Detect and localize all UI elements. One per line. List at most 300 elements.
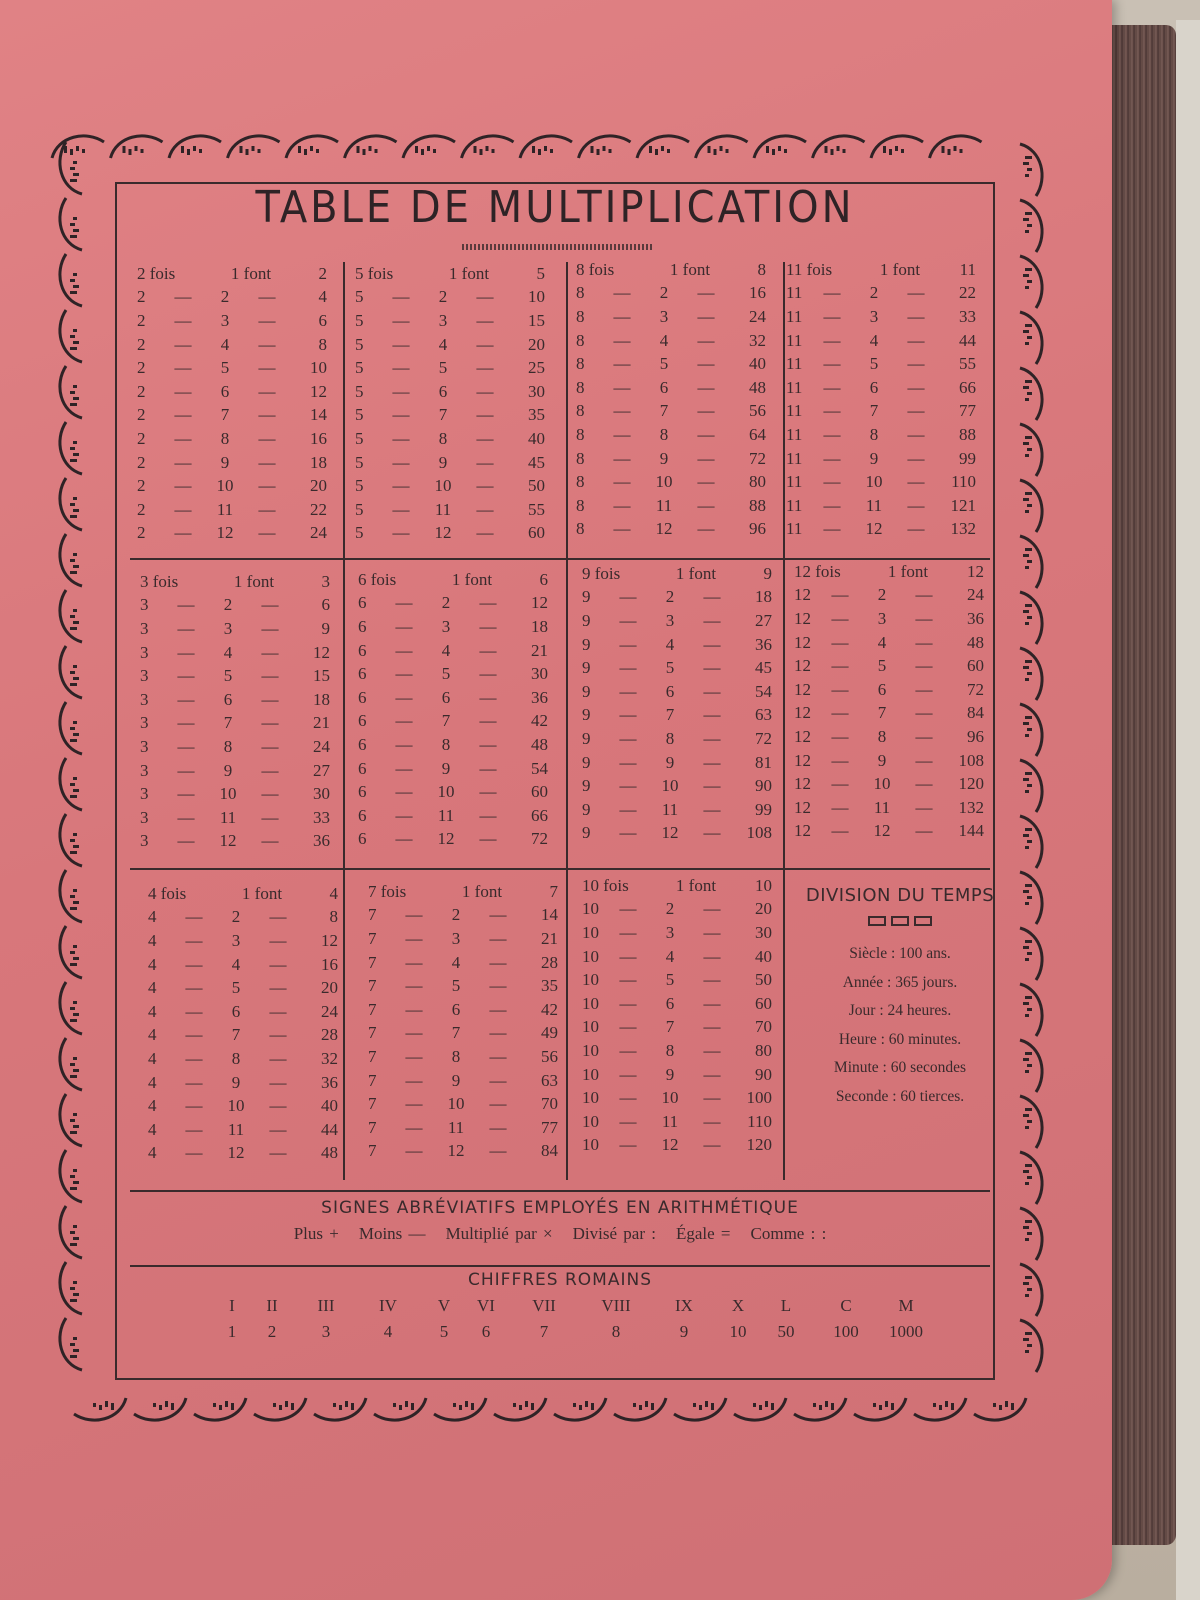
- table-cell: 9: [582, 705, 591, 725]
- table-cell: 12: [661, 823, 679, 843]
- dash: —: [697, 519, 715, 539]
- border-motif: [1020, 312, 1042, 364]
- table-cell: 7: [368, 999, 377, 1019]
- table-cell: 99: [959, 448, 976, 468]
- table-cell: 7: [368, 952, 377, 972]
- table-cell: 7: [368, 976, 377, 996]
- roman-numeral: IV: [379, 1296, 397, 1315]
- dash: —: [269, 1001, 287, 1021]
- table-row: [582, 751, 772, 775]
- table-cell: 32: [321, 1048, 338, 1068]
- table-cell: 27: [755, 610, 772, 630]
- table-header-cell: 5 fois: [355, 263, 394, 283]
- table-header-cell: 7: [549, 881, 558, 901]
- table-cell: 9: [582, 610, 591, 630]
- dash: —: [177, 807, 195, 827]
- table-row: [582, 1086, 772, 1110]
- dash: —: [261, 642, 279, 662]
- table-cell: 4: [665, 634, 675, 654]
- table-header: [355, 262, 545, 286]
- signes-title: SIGNES ABRÉVIATIFS EMPLOYÉS EN ARITHMÉTIQUE: [321, 1198, 799, 1218]
- border-motif: [974, 1398, 1026, 1420]
- table-cell: 16: [749, 283, 766, 303]
- table-row: [576, 423, 766, 447]
- table-cell: 121: [950, 495, 976, 515]
- table-row: [355, 333, 545, 357]
- dash: —: [392, 499, 410, 519]
- page-title: TABLE DE MULTIPLICATION: [255, 183, 855, 233]
- dash: —: [619, 752, 637, 772]
- dash: —: [392, 405, 410, 425]
- table-cell: 10: [661, 776, 679, 796]
- dash: —: [489, 1117, 507, 1137]
- dash: —: [703, 1088, 721, 1108]
- table-row: [582, 1134, 772, 1158]
- table-cell: 9: [665, 1064, 675, 1084]
- table-row: [148, 1118, 338, 1142]
- table-header: [582, 874, 772, 898]
- dash: —: [258, 381, 276, 401]
- dash: —: [395, 687, 413, 707]
- table-cell: 3: [140, 666, 149, 686]
- border-motif: [1020, 200, 1042, 252]
- dash: —: [703, 610, 721, 630]
- table-cell: 4: [877, 632, 887, 652]
- table-cell: 14: [541, 905, 558, 925]
- table-row: [137, 451, 327, 475]
- table-cell: 24: [321, 1001, 338, 1021]
- table-cell: 7: [438, 405, 448, 425]
- table-row: [368, 1045, 558, 1069]
- table-row: [582, 774, 772, 798]
- table-row: [582, 656, 772, 680]
- dash: —: [489, 1023, 507, 1043]
- table-row: [576, 352, 766, 376]
- table-cell: 70: [541, 1094, 558, 1114]
- arabic-value: 1000: [889, 1322, 923, 1341]
- table-row: [355, 427, 545, 451]
- table-cell: 2: [137, 310, 146, 330]
- table-cell: 4: [148, 930, 157, 950]
- table-cell: 5: [223, 666, 233, 686]
- table-cell: 20: [528, 334, 545, 354]
- table-cell: 5: [355, 287, 364, 307]
- column-divider: [566, 262, 568, 1180]
- table-cell: 3: [665, 610, 675, 630]
- table-cell: 4: [220, 334, 230, 354]
- table-row: [582, 898, 772, 922]
- table-row: [148, 1047, 338, 1071]
- dash: —: [405, 1094, 423, 1114]
- dash: —: [269, 1048, 287, 1068]
- table-row: [368, 1116, 558, 1140]
- dash: —: [703, 681, 721, 701]
- table-row: [582, 704, 772, 728]
- dash: —: [479, 593, 497, 613]
- table-cell: 5: [355, 428, 364, 448]
- table-row: [794, 584, 984, 608]
- table-cell: 36: [531, 687, 548, 707]
- table-row: [582, 1016, 772, 1040]
- table-5: [355, 262, 545, 545]
- table-cell: 3: [140, 831, 149, 851]
- table-row: [582, 680, 772, 704]
- table-cell: 2: [137, 358, 146, 378]
- table-cell: 7: [665, 1017, 675, 1037]
- table-cell: 4: [869, 330, 879, 350]
- table-cell: 11: [786, 283, 803, 303]
- table-cell: 28: [321, 1025, 338, 1045]
- table-cell: 2: [137, 523, 146, 543]
- table-cell: 6: [451, 999, 461, 1019]
- table-cell: 12: [794, 679, 811, 699]
- arabic-value: 2: [267, 1322, 277, 1341]
- dash: —: [697, 283, 715, 303]
- table-cell: 3: [140, 807, 149, 827]
- table-row: [582, 822, 772, 846]
- table-cell: 3: [140, 713, 149, 733]
- table-row: [358, 710, 548, 734]
- table-header-cell: 7 fois: [368, 881, 407, 901]
- dash: —: [831, 632, 849, 652]
- table-cell: 4: [148, 1048, 157, 1068]
- table-header-cell: 10: [755, 875, 772, 895]
- table-cell: 8: [576, 472, 585, 492]
- dash: —: [177, 666, 195, 686]
- table-header: [137, 262, 327, 286]
- table-header-cell: 11: [959, 259, 976, 279]
- sign-item: Moins —: [358, 1224, 426, 1243]
- table-cell: 4: [148, 1072, 157, 1092]
- table-cell: 11: [786, 448, 803, 468]
- table-cell: 2: [137, 381, 146, 401]
- dash: —: [476, 452, 494, 472]
- table-cell: 14: [310, 405, 327, 425]
- table-row: [355, 309, 545, 333]
- dash: —: [261, 689, 279, 709]
- table-cell: 2: [438, 287, 448, 307]
- table-cell: 5: [659, 354, 669, 374]
- dash: —: [831, 797, 849, 817]
- table-cell: 11: [873, 797, 891, 817]
- table-cell: 12: [794, 750, 811, 770]
- dash: —: [392, 334, 410, 354]
- table-cell: 10: [227, 1096, 245, 1116]
- dash: —: [823, 330, 841, 350]
- table-cell: 27: [313, 760, 330, 780]
- border-motif: [914, 1398, 966, 1420]
- roman-numeral: IX: [675, 1296, 693, 1315]
- table-header-cell: 4: [329, 883, 338, 903]
- table-cell: 4: [318, 287, 327, 307]
- section-divider: [130, 1265, 990, 1267]
- dash: —: [185, 1119, 203, 1139]
- dash: —: [703, 1064, 721, 1084]
- dash: —: [479, 782, 497, 802]
- table-11: [786, 258, 976, 541]
- table-row: [355, 356, 545, 380]
- dash: —: [479, 711, 497, 731]
- table-row: [786, 447, 976, 471]
- border-motif: [60, 982, 82, 1034]
- table-header-cell: 6 fois: [358, 569, 397, 589]
- arabic-value: 100: [833, 1322, 859, 1341]
- table-cell: 8: [576, 283, 585, 303]
- column-divider: [783, 262, 785, 1180]
- dash: —: [703, 899, 721, 919]
- dash: —: [831, 726, 849, 746]
- table-cell: 8: [576, 448, 585, 468]
- table-row: [786, 329, 976, 353]
- table-header-cell: 2 fois: [137, 263, 176, 283]
- table-row: [786, 305, 976, 329]
- dash: —: [831, 703, 849, 723]
- table-cell: 7: [231, 1025, 241, 1045]
- border-motif: [286, 136, 338, 158]
- table-cell: 21: [313, 713, 330, 733]
- table-cell: 5: [665, 970, 675, 990]
- dash: —: [831, 774, 849, 794]
- table-row: [148, 1000, 338, 1024]
- roman-numeral: L: [780, 1296, 792, 1315]
- table-cell: 4: [148, 1143, 157, 1163]
- table-row: [582, 609, 772, 633]
- table-cell: 12: [437, 829, 455, 849]
- table-cell: 88: [959, 424, 976, 444]
- table-cell: 12: [865, 519, 883, 539]
- table-row: [576, 305, 766, 329]
- sign-item: Comme : :: [750, 1224, 827, 1243]
- table-row: [368, 1092, 558, 1116]
- table-cell: 10: [582, 1088, 599, 1108]
- dash: —: [613, 377, 631, 397]
- dash: —: [174, 381, 192, 401]
- border-motif: [60, 366, 82, 418]
- table-row: [140, 830, 330, 854]
- table-row: [794, 820, 984, 844]
- table-cell: 72: [967, 679, 984, 699]
- table-cell: 60: [967, 656, 984, 676]
- table-cell: 6: [358, 711, 367, 731]
- roman-numeral: M: [898, 1296, 914, 1315]
- table-cell: 2: [137, 287, 146, 307]
- table-cell: 5: [355, 381, 364, 401]
- dash: —: [915, 632, 933, 652]
- dash: —: [823, 472, 841, 492]
- table-row: [368, 1069, 558, 1093]
- table-cell: 77: [541, 1117, 558, 1137]
- dash: —: [703, 705, 721, 725]
- table-header-cell: 1 font: [461, 881, 503, 901]
- dash: —: [405, 1141, 423, 1161]
- table-cell: 8: [231, 1048, 241, 1068]
- table-cell: 50: [528, 476, 545, 496]
- table-cell: 110: [747, 1111, 772, 1131]
- border-motif: [871, 136, 923, 158]
- table-cell: 10: [655, 472, 673, 492]
- dash: —: [915, 656, 933, 676]
- dash: —: [479, 640, 497, 660]
- dash: —: [613, 424, 631, 444]
- time-item: Siècle : 100 ans.: [849, 945, 951, 962]
- dash: —: [185, 930, 203, 950]
- table-cell: 11: [219, 807, 237, 827]
- dash: —: [395, 711, 413, 731]
- dash: —: [261, 713, 279, 733]
- table-cell: 20: [310, 476, 327, 496]
- table-row: [786, 400, 976, 424]
- table-cell: 40: [755, 946, 772, 966]
- table-cell: 80: [749, 472, 766, 492]
- table-row: [358, 828, 548, 852]
- table-cell: 7: [368, 1117, 377, 1137]
- roman-numeral: C: [840, 1296, 852, 1315]
- table-cell: 11: [786, 330, 803, 350]
- dash: —: [619, 1135, 637, 1155]
- table-cell: 12: [310, 381, 327, 401]
- table-cell: 10: [873, 774, 891, 794]
- table-cell: 9: [582, 634, 591, 654]
- dash: —: [392, 287, 410, 307]
- table-header: [148, 882, 338, 906]
- border-motif: [813, 136, 865, 158]
- table-cell: 10: [661, 1088, 679, 1108]
- dash: —: [476, 334, 494, 354]
- dash: —: [907, 306, 925, 326]
- dash: —: [697, 495, 715, 515]
- dash: —: [174, 428, 192, 448]
- table-header-cell: 1 font: [887, 561, 929, 581]
- dash: —: [703, 970, 721, 990]
- dash: —: [703, 823, 721, 843]
- table-cell: 10: [219, 784, 237, 804]
- table-cell: 12: [447, 1141, 465, 1161]
- dash: —: [619, 946, 637, 966]
- table-row: [368, 904, 558, 928]
- border-motif: [228, 136, 280, 158]
- roman-numeral: VII: [532, 1296, 556, 1315]
- dash: —: [185, 907, 203, 927]
- table-cell: 4: [148, 1119, 157, 1139]
- dash: —: [619, 610, 637, 630]
- dash: —: [177, 595, 195, 615]
- chiffres-romains: [140, 1270, 980, 1346]
- table-cell: 4: [148, 1025, 157, 1045]
- table-row: [140, 806, 330, 830]
- table-cell: 21: [531, 640, 548, 660]
- table-cell: 11: [227, 1119, 245, 1139]
- dash: —: [619, 993, 637, 1013]
- table-cell: 10: [528, 287, 545, 307]
- dash: —: [613, 401, 631, 421]
- table-cell: 2: [137, 452, 146, 472]
- dash: —: [261, 595, 279, 615]
- border-motif: [930, 136, 982, 158]
- dash: —: [697, 330, 715, 350]
- dash: —: [703, 1135, 721, 1155]
- dash: —: [405, 905, 423, 925]
- dash: —: [395, 758, 413, 778]
- table-cell: 55: [959, 354, 976, 374]
- dash: —: [907, 330, 925, 350]
- border-motif: [74, 1398, 126, 1420]
- table-cell: 63: [755, 705, 772, 725]
- dash: —: [479, 616, 497, 636]
- table-cell: 8: [576, 519, 585, 539]
- table-cell: 36: [755, 634, 772, 654]
- table-cell: 6: [665, 993, 675, 1013]
- table-cell: 6: [869, 377, 879, 397]
- table-cell: 77: [959, 401, 976, 421]
- dash: —: [697, 424, 715, 444]
- table-cell: 2: [137, 428, 146, 448]
- table-cell: 30: [313, 784, 330, 804]
- border-motif: [60, 870, 82, 922]
- table-cell: 10: [437, 782, 455, 802]
- border-motif: [60, 1038, 82, 1090]
- table-header-cell: 3: [321, 571, 330, 591]
- table-6: [358, 568, 548, 851]
- dash: —: [269, 907, 287, 927]
- table-cell: 30: [528, 381, 545, 401]
- dash: —: [392, 523, 410, 543]
- table-cell: 108: [958, 750, 984, 770]
- dash: —: [479, 687, 497, 707]
- dash: —: [823, 448, 841, 468]
- table-cell: 10: [582, 993, 599, 1013]
- table-cell: 2: [137, 476, 146, 496]
- table-cell: 60: [528, 523, 545, 543]
- dash: —: [479, 758, 497, 778]
- table-cell: 5: [355, 310, 364, 330]
- table-cell: 4: [223, 642, 233, 662]
- dash: —: [174, 499, 192, 519]
- dash: —: [177, 689, 195, 709]
- dash: —: [177, 784, 195, 804]
- table-row: [794, 631, 984, 655]
- table-row: [137, 333, 327, 357]
- table-header: [582, 562, 772, 586]
- dash: —: [915, 750, 933, 770]
- table-cell: 11: [786, 495, 803, 515]
- arabic-value: 10: [729, 1322, 747, 1341]
- dash: —: [405, 1023, 423, 1043]
- dash: —: [703, 1111, 721, 1131]
- arabic-value: 50: [777, 1322, 795, 1341]
- table-row: [355, 498, 545, 522]
- table-row: [358, 662, 548, 686]
- table-cell: 12: [873, 821, 891, 841]
- table-cell: 8: [318, 334, 327, 354]
- table-cell: 42: [531, 711, 548, 731]
- table-row: [140, 641, 330, 665]
- dash: —: [174, 358, 192, 378]
- dash: —: [703, 1040, 721, 1060]
- table-row: [355, 522, 545, 546]
- dash: —: [831, 750, 849, 770]
- table-header-cell: 2: [318, 263, 327, 283]
- table-row: [140, 594, 330, 618]
- table-cell: 3: [140, 760, 149, 780]
- table-cell: 4: [441, 640, 451, 660]
- table-cell: 10: [447, 1094, 465, 1114]
- dash: —: [703, 922, 721, 942]
- dash: —: [619, 1040, 637, 1060]
- border-motif: [434, 1398, 486, 1420]
- table-cell: 3: [659, 306, 669, 326]
- arabic-value: 3: [321, 1322, 331, 1341]
- table-row: [786, 352, 976, 376]
